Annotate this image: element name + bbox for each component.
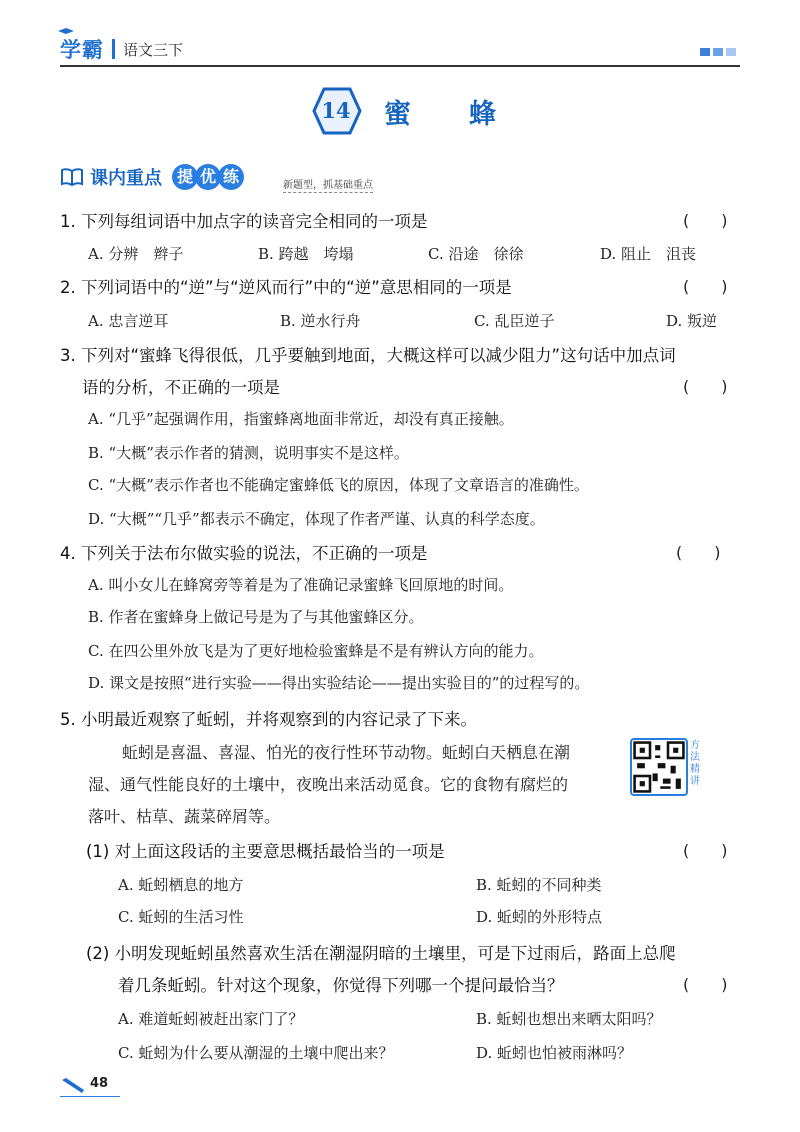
option: A. “几乎”起强调作用，指蜜蜂离地面非常近，却没有真正接触。 bbox=[88, 410, 514, 428]
answer-blank: ( ) bbox=[683, 277, 728, 296]
option: A. 蚯蚓栖息的地方 bbox=[118, 876, 244, 894]
section-pill bbox=[172, 164, 241, 190]
option: B. 蚯蚓也想出来晒太阳吗？ bbox=[476, 1010, 662, 1028]
answer-blank: ( ) bbox=[683, 841, 728, 860]
option: C. “大概”表示作者也不能确定蜜蜂低飞的原因，体现了文章语言的准确性。 bbox=[88, 476, 589, 494]
subquestion-1-stem: (1) 对上面这段话的主要意思概括最恰当的一项是 bbox=[86, 842, 445, 861]
lesson-heading bbox=[310, 86, 554, 136]
option: A. 忠言逆耳 bbox=[88, 312, 169, 330]
brand-divider bbox=[112, 39, 115, 59]
option: B. 跨越 垮塌 bbox=[258, 245, 354, 263]
option: A. 分辨 辫子 bbox=[88, 245, 184, 263]
option: D. 蚯蚓的外形特点 bbox=[476, 908, 603, 926]
lesson-title: 蜜蜂 bbox=[384, 98, 554, 130]
option: D. 阻止 沮丧 bbox=[600, 245, 697, 263]
passage-line: 湿、通气性能良好的土壤中，夜晚出来活动觅食。它的食物有腐烂的 bbox=[88, 775, 569, 794]
pill-char: 练 bbox=[218, 164, 244, 190]
passage-line: 蚯蚓是喜温、喜湿、怕光的夜行性环节动物。蚯蚓白天栖息在潮 bbox=[122, 743, 571, 762]
section-heading bbox=[60, 160, 373, 194]
section-title: 课内重点 bbox=[90, 168, 162, 189]
subquestion-2-stem: (2) 小明发现蚯蚓虽然喜欢生活在潮湿阴暗的土壤里，可是下过雨后，路面上总爬 bbox=[86, 944, 676, 963]
option: B. “大概”表示作者的猜测，说明事实不是这样。 bbox=[88, 444, 409, 462]
page-number: 48 bbox=[90, 1076, 109, 1091]
option: C. 蚯蚓的生活习性 bbox=[118, 908, 244, 926]
option: C. 蚯蚓为什么要从潮湿的土壤中爬出来？ bbox=[118, 1044, 394, 1062]
section-note: 新题型，抓基础重点 bbox=[283, 176, 373, 193]
option: D. 叛逆 bbox=[666, 312, 718, 330]
option: C. 乱臣逆子 bbox=[474, 312, 555, 330]
footer-rule bbox=[60, 1096, 120, 1097]
answer-blank: ( ) bbox=[683, 211, 728, 230]
question-3-stem-cont: 语的分析，不正确的一项是 bbox=[82, 378, 280, 397]
question-2-stem: 2. 下列词语中的“逆”与“逆风而行”中的“逆”意思相同的一项是 bbox=[60, 278, 512, 297]
subject-label: 语文三下 bbox=[123, 40, 184, 59]
question-3-stem: 3. 下列对“蜜蜂飞得很低，几乎要触到地面，大概这样可以减少阻力”这句话中加点词 bbox=[60, 346, 676, 365]
graduation-cap-icon bbox=[58, 28, 74, 36]
lesson-number: 14 bbox=[321, 98, 351, 123]
option: A. 叫小女儿在蜂窝旁等着是为了准确记录蜜蜂飞回原地的时间。 bbox=[88, 576, 514, 594]
pencil-icon bbox=[60, 1076, 86, 1094]
question-4-stem: 4. 下列关于法布尔做实验的说法，不正确的一项是 bbox=[60, 544, 428, 563]
header-rule bbox=[60, 65, 740, 67]
option: D. “大概”“几乎”都表示不确定，体现了作者严谨、认真的科学态度。 bbox=[88, 510, 545, 528]
option: B. 蚯蚓的不同种类 bbox=[476, 876, 602, 894]
header-decoration bbox=[700, 48, 736, 56]
option: C. 沿途 徐徐 bbox=[428, 245, 524, 263]
option: B. 作者在蜜蜂身上做记号是为了与其他蜜蜂区分。 bbox=[88, 608, 424, 626]
option: B. 逆水行舟 bbox=[280, 312, 361, 330]
answer-blank: ( ) bbox=[683, 975, 728, 994]
option: D. 课文是按照“进行实验——得出实验结论——提出实验目的”的过程写的。 bbox=[88, 674, 590, 692]
pill-char: 提 bbox=[172, 164, 198, 190]
pill-char: 优 bbox=[195, 164, 221, 190]
brand-logo: 学霸 bbox=[60, 38, 104, 62]
lesson-number-badge bbox=[310, 87, 362, 135]
page-footer bbox=[60, 1074, 260, 1098]
qr-code[interactable] bbox=[630, 738, 688, 796]
qr-code-icon bbox=[632, 740, 686, 794]
page-header bbox=[60, 34, 740, 68]
passage-line: 落叶、枯草、蔬菜碎屑等。 bbox=[88, 807, 281, 826]
question-1-stem: 1. 下列每组词语中加点字的读音完全相同的一项是 bbox=[60, 212, 428, 231]
subquestion-2-stem-cont: 着几条蚯蚓。针对这个现象，你觉得下列哪一个提问最恰当？ bbox=[118, 976, 564, 995]
book-icon bbox=[60, 167, 84, 187]
qr-label: 方法精讲 bbox=[690, 740, 700, 787]
option: A. 难道蚯蚓被赶出家门了？ bbox=[118, 1010, 304, 1028]
brand bbox=[60, 34, 183, 64]
question-5-stem: 5. 小明最近观察了蚯蚓，并将观察到的内容记录了下来。 bbox=[60, 710, 477, 729]
option: C. 在四公里外放飞是为了更好地检验蜜蜂是不是有辨认方向的能力。 bbox=[88, 642, 544, 660]
answer-blank: ( ) bbox=[676, 543, 721, 562]
option: D. 蚯蚓也怕被雨淋吗？ bbox=[476, 1044, 633, 1062]
answer-blank: ( ) bbox=[683, 377, 728, 396]
